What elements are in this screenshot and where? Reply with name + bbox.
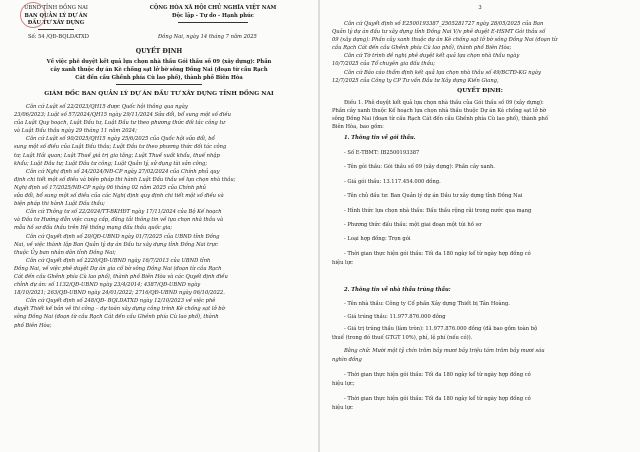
recital-line: Căn cứ Tờ trình đề nghị phê duyệt kết quả lựa chọn nhà thầu ngày [344,53,520,60]
section-2-items [332,298,630,413]
subject-line: cây xanh thuộc dự án Kè chống sạt lở bờ sông Đồng Nai (đoạn từ cầu Rạch [50,67,268,73]
list-item: - Số E-TBMT: IB2500193387 [344,150,420,156]
legal-recitals-continued [332,20,630,85]
national-motto: Độc lập - Tự do - Hạnh phúc [172,13,254,19]
agency-name-line-1: UBND TỈNH ĐỒNG NAI [24,5,88,11]
subject-line: Về việc phê duyệt kết quả lựa chọn nhà thầu Gói thầu số 09 (xây dựng): Phần [46,59,272,65]
agency-underline [38,29,74,30]
recital-line: Căn cứ Quyết định số 20/QĐ-UBND ngày 01/7/2025 của UBND tỉnh Đồng [26,233,220,240]
article-line: Phần cây xanh thuộc Kế hoạch lựa chọn nhà thầu thuộc Dự án Kè chống sạt lở bờ [332,108,546,115]
amount-in-words: nghìn đồng [332,357,362,364]
list-item: hiệu lực [332,405,353,412]
recital-line: sung một số điều của Luật Đấu thầu; Luật Đầu tư theo phương thức đối tác công [14,144,227,151]
section-2-title: 2. Thông tin về nhà thầu trúng thầu: [344,287,451,293]
list-item: - Tên chủ đầu tư: Ban Quản lý dự án Đầu tư xây dựng tỉnh Đồng Nai [344,193,523,200]
recital-line: Căn cứ Quyết định số 2220/QĐ-UBND ngày 16/7/2013 của UBND tỉnh [26,257,211,264]
amount-in-words: Bằng chữ: Mười một tỷ chín trăm bảy mươi bảy triệu tám trăm bảy mươi sáu [344,348,545,355]
list-item: - Tên gói thầu: Gói thầu số 09 (xây dựng): Phần cây xanh. [344,164,495,171]
recital-line: khẩu; Luật Đầu tư; Luật Đầu tư công; Luật Quản lý, sử dụng tài sản công; [14,160,208,167]
document-number: Số: 54 /QĐ-BQLDATXD [28,34,89,40]
document-page-1 [0,0,318,452]
recital-line: 18/10/2021; 263/QĐ-UBND ngày 24/01/2022; 2716/QĐ-UBND ngày 06/10/2022. [14,290,225,297]
recital-line: Căn cứ Luật số 90/2025/QH15 ngày 25/6/2025 của Quốc hội sửa đổi, bổ [26,136,215,143]
list-item: - Thời gian thực hiện gói thầu: Tối đa 180 ngày kể từ ngày hợp đồng có [344,372,531,379]
recital-line: 09 (xây dựng): Phần cây xanh thuộc dự án Kè chống sạt lở bờ sông Đồng Nai (đoạn từ [332,37,558,44]
article-line: Biên Hòa, bao gồm: [332,124,384,131]
recital-line: Căn cứ Quyết định số 248/QĐ- BQLDATXD ngày 12/10/2023 về việc phê [26,298,216,305]
recital-line: sửa đổi, bổ sung một số điều của các Nghị định quy định chi tiết một số điều và [14,193,224,200]
recital-line: chỉnh dự án: số 1132/QĐ-UBND ngày 23/4/2014; 4387/QĐ-UBND ngày [14,282,201,289]
list-item: thuế (trong đó thuế GTGT 10%), phí, lệ phí (nếu có)). [332,335,473,342]
list-item: - Thời gian thực hiện gói thầu: Tối đa 180 ngày kể từ ngày hợp đồng có [344,396,531,403]
list-item: - Giá trúng thầu: 11.977.876.000 đồng [344,313,446,320]
list-item: - Phương thức đấu thầu: một giai đoạn một túi hồ sơ [344,222,482,229]
recital-line: Căn cứ Quyết định số E2500193387_2505281727 ngày 28/05/2025 của Ban [344,21,544,27]
place-and-date: Đồng Nai, ngày 14 tháng 7 năm 2025 [158,34,257,40]
subject-underline [116,84,202,85]
document-page-2 [320,0,640,452]
issuing-authority: GIÁM ĐỐC BAN QUẢN LÝ DỰ ÁN ĐẦU TƯ XÂY DỰNG TỈNH ĐỒNG NAI [44,91,274,97]
list-item: - Giá trị trúng thầu (làm tròn): 11.977.876.000 đồng (đã bao gồm toàn bộ [344,326,538,333]
seal-stamp-icon [20,2,46,28]
agency-name-line-2: BAN QUẢN LÝ DỰ ÁN [24,13,88,19]
recital-line: và Đầu tư Hướng dẫn việc cung cấp, đăng tải thông tin về lựa chọn nhà thầu và [14,217,224,224]
recital-line: 12/7/2025 của Công ty CP Tư vấn Đầu tư Xây dựng Kiến Giang, [332,77,499,84]
list-item: - Loại hợp đồng: Trọn gói [344,236,411,243]
list-item: - Hình thức lựa chọn nhà thầu: Đấu thầu rộng rãi trong nước qua mạng [344,207,532,214]
section-1-items [332,146,630,268]
recital-line: 23/06/2023; Luật số 57/2024/QH15 ngày 29/11/2024 Sửa đổi, bổ sung một số điều [14,112,231,119]
article-1 [332,99,630,131]
recital-line: mẫu hồ sơ đấu thầu trên Hệ thống mạng đấu thầu quốc gia; [14,225,173,232]
list-item: hiệu lực [332,259,353,266]
list-item: - Thời gian thực hiện gói thầu: Tối đa 180 ngày kể từ ngày hợp đồng có [344,250,531,257]
legal-recitals [14,103,306,330]
recital-line: cầu Rạch Cát đến cầu Ghềnh phía Cù lao phố), thành phố Biên Hòa; [332,45,512,52]
recital-line: 10/7/2025 của Tổ chuyên gia đấu thầu; [332,61,436,68]
recital-line: thuộc Ủy ban nhân dân tỉnh Đồng Nai; [14,249,116,256]
recital-line: của Luật Quy hoạch, Luật Đầu tư, Luật Đầu tư theo phương thức đối tác công tư [14,120,225,127]
article-line: sông Đồng Nai (đoạn từ cầu Rạch Cát đến cầu Ghềnh phía Cù lao phố), thành phố [332,116,549,123]
subject-line: Cát đến cầu Ghềnh phía Cù lao phố), thành phố Biên Hòa [75,75,243,81]
recital-line: Căn cứ Nghị định số 24/2024/NĐ-CP ngày 27/02/2024 của Chính phủ quy [26,168,220,175]
decision-subject [0,58,318,82]
recital-line: sông Đồng Nai (đoạn từ cầu Rạch Cát đến cầu Ghềnh phía Cù lao phố), thành [14,314,219,321]
recital-line: Cát đến cầu Ghềnh phía Cù lao phố), thành phố Biên Hòa và các Quyết định điều [14,273,228,280]
recital-line: biện pháp thi hành Luật Đấu thầu; [14,201,105,208]
article-line: Điều 1. Phê duyệt kết quả lựa chọn nhà thầu của Gói thầu số 09 (xây dựng): [344,100,544,106]
recital-line: Đồng Nai, về việc phê duyệt Dự án gia cố bờ sông Đồng Nai (đoạn từ cầu Rạch [14,265,222,272]
list-item: - Giá gói thầu: 13.117.454.000 đồng. [344,178,441,185]
list-item: hiệu lực; [332,381,355,388]
decides-heading: QUYẾT ĐỊNH: [457,88,503,94]
recital-line: định chi tiết một số điều và biện pháp thi hành Luật Đấu thầu về lựa chọn nhà thầu; [14,176,236,183]
recital-line: tư; Luật Hải quan; Luật Thuế giá trị gia tăng; Luật Thuế xuất khẩu, thuế nhập [14,152,220,159]
section-1-title: 1. Thông tin về gói thầu. [344,135,416,141]
list-item: - Tên nhà thầu: Công ty Cổ phần Xây dựng Thiết bị Tân Hoàng. [344,301,510,307]
recital-line: Nghị định số 17/2025/NĐ-CP ngày 06 tháng 02 năm 2025 của Chính phủ [14,184,206,191]
recital-line: Nai, về việc thành lập Ban Quản lý dự án Đầu tư xây dựng tỉnh Đồng Nai trực [14,241,218,248]
recital-line: duyệt Thiết kế bản vẽ thi công – dự toán xây dựng công trình Kè chống sạt lở bờ [14,306,225,313]
recital-line: Căn cứ Luật số 22/2023/QH15 được Quốc hội thông qua ngày [26,104,188,110]
motto-underline [178,22,248,23]
agency-name-line-3: ĐẦU TƯ XÂY DỰNG [27,20,85,26]
recital-line: và Luật Đấu thầu ngày 29 tháng 11 năm 2024; [14,128,137,135]
recital-line: Căn cứ Báo cáo thẩm định kết quả lựa chọn nhà thầu số 49/BCTĐ-KG ngày [344,69,541,76]
republic-name: CỘNG HÒA XÃ HỘI CHỦ NGHĨA VIỆT NAM [149,5,277,11]
decision-title: QUYẾT ĐỊNH [135,48,183,55]
recital-line: Quản lý dự án đầu tư xây dựng tỉnh Đồng Nai V/v phê duyệt E-HSMT Gói thầu số [332,29,546,36]
recital-line: phố Biên Hòa; [14,322,52,329]
page-number: 3 [478,5,482,11]
recital-line: Căn cứ Thông tư số 22/2024/TT-BKHĐT ngày 17/11/2024 của Bộ Kế hoạch [26,209,222,216]
